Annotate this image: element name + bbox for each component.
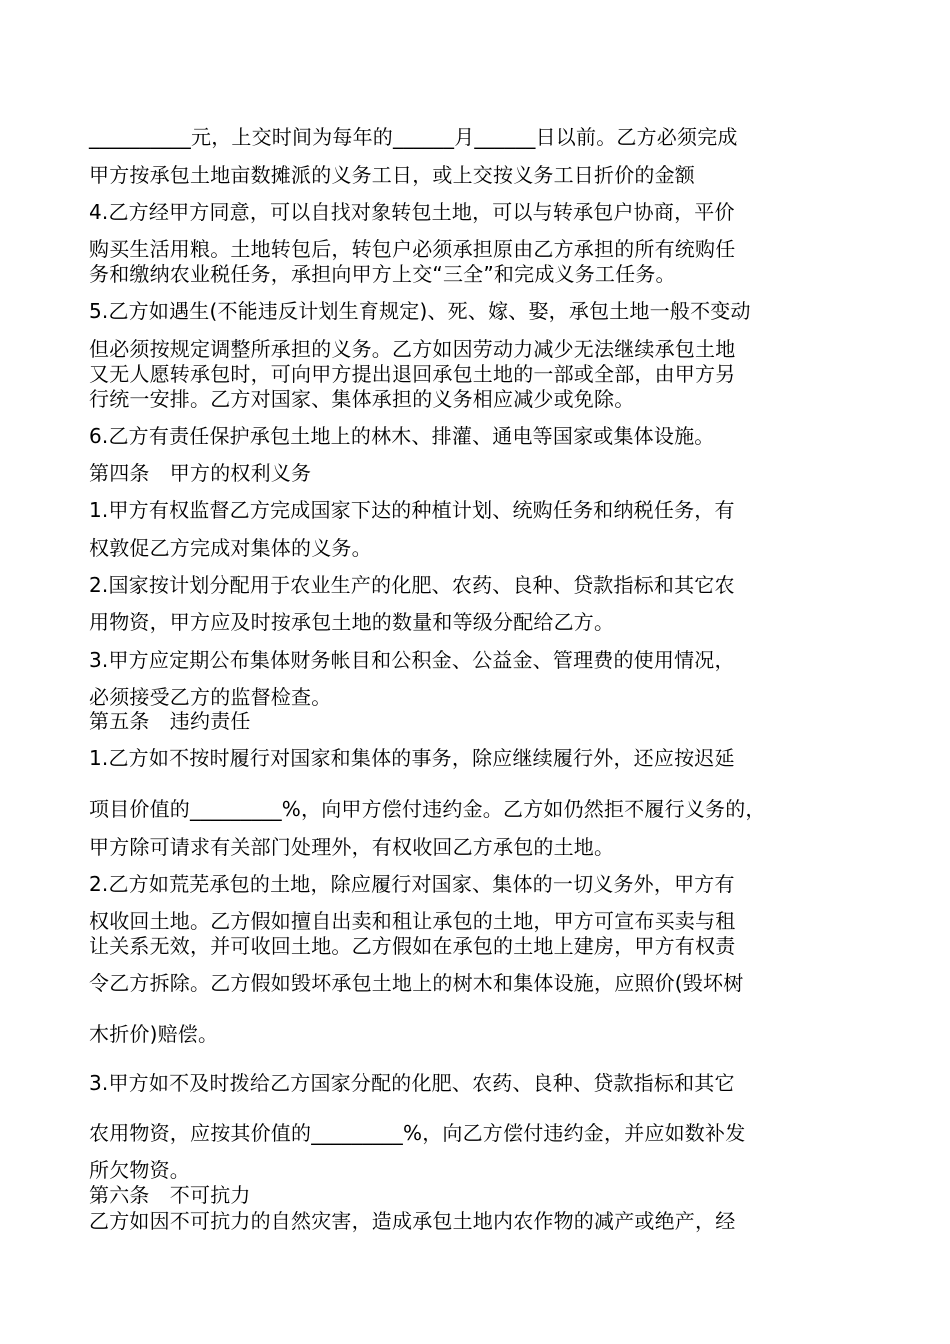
text-line: 1.甲方有权监督乙方完成国家下达的种植计划、统购任务和纳税任务，有 xyxy=(89,498,735,522)
text-line: 1.乙方如不按时履行对国家和集体的事务，除应继续履行外，还应按迟延 xyxy=(89,746,735,770)
text-line: 甲方按承包土地亩数摊派的义务工日，或上交按义务工日折价的金额 xyxy=(89,163,695,187)
text-line: 权敦促乙方完成对集体的义务。 xyxy=(89,536,372,560)
text-line: 但必须按规定调整所承担的义务。乙方如因劳动力减少无法继续承包土地 xyxy=(89,337,736,361)
text-line: 5.乙方如遇生(不能违反计划生育规定)、死、嫁、娶，承包土地一般不变动 xyxy=(89,299,751,323)
text-line: 农用物资，应按其价值的_________%，向乙方偿付违约金，并应如数补发 xyxy=(89,1121,746,1145)
text-line: __________元，上交时间为每年的______月______日以前。乙方必须完成 xyxy=(89,125,738,149)
section-heading: 第四条 甲方的权利义务 xyxy=(89,461,312,485)
text-line: 木折价)赔偿。 xyxy=(89,1022,219,1046)
text-line: 权收回土地。乙方假如擅自出卖和租让承包的土地，甲方可宣布买卖与租 xyxy=(89,909,736,933)
text-line: 让关系无效，并可收回土地。乙方假如在承包的土地上建房，甲方有权责 xyxy=(89,934,736,958)
text-line: 3.甲方如不及时拨给乙方国家分配的化肥、农药、良种、贷款指标和其它 xyxy=(89,1071,735,1095)
text-line: 项目价值的_________%，向甲方偿付违约金。乙方如仍然拒不履行义务的， xyxy=(89,797,766,821)
text-line: 必须接受乙方的监督检查。 xyxy=(89,685,332,709)
text-line: 乙方如因不可抗力的自然灾害，造成承包土地内农作物的减产或绝产，经 xyxy=(89,1209,736,1233)
text-line: 购买生活用粮。土地转包后，转包户必须承担原由乙方承担的所有统购任 xyxy=(89,237,736,261)
text-line: 令乙方拆除。乙方假如毁坏承包土地上的树木和集体设施，应照价(毁坏树 xyxy=(89,971,744,995)
text-line: 4.乙方经甲方同意，可以自找对象转包土地，可以与转承包户协商，平价 xyxy=(89,200,735,224)
text-line: 行统一安排。乙方对国家、集体承担的义务相应减少或免除。 xyxy=(89,387,635,411)
text-line: 务和缴纳农业税任务，承担向甲方上交“三全”和完成义务工任务。 xyxy=(89,262,676,286)
text-line: 又无人愿转承包时，可向甲方提出退回承包土地的一部或全部，由甲方另 xyxy=(89,362,736,386)
text-line: 所欠物资。 xyxy=(89,1158,190,1182)
text-line: 2.国家按计划分配用于农业生产的化肥、农药、良种、贷款指标和其它农 xyxy=(89,573,735,597)
section-heading: 第六条 不可抗力 xyxy=(89,1183,251,1207)
text-line: 2.乙方如荒芜承包的土地，除应履行对国家、集体的一切义务外，甲方有 xyxy=(89,872,735,896)
text-line: 用物资，甲方应及时按承包土地的数量和等级分配给乙方。 xyxy=(89,610,615,634)
text-line: 甲方除可请求有关部门处理外，有权收回乙方承包的土地。 xyxy=(89,835,615,859)
text-line: 3.甲方应定期公布集体财务帐目和公积金、公益金、管理费的使用情况， xyxy=(89,648,735,672)
text-line: 6.乙方有责任保护承包土地上的林木、排灌、通电等国家或集体设施。 xyxy=(89,424,715,448)
section-heading: 第五条 违约责任 xyxy=(89,709,251,733)
